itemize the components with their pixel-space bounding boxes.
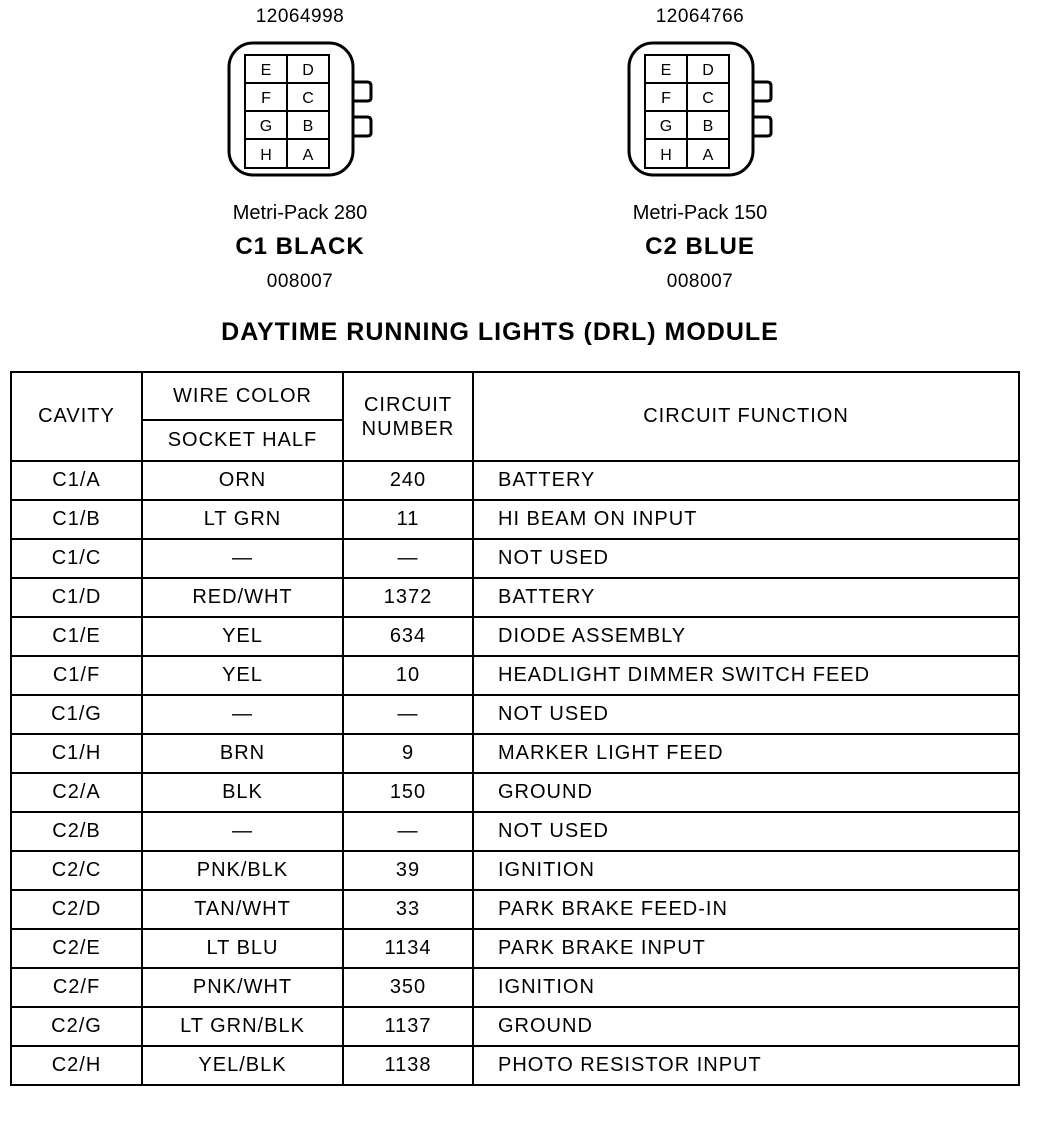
connector-ref: 008007	[266, 271, 334, 292]
table-row	[11, 851, 1019, 890]
cell-circuit-number: 1372	[343, 578, 473, 617]
table-row	[11, 695, 1019, 734]
cell-circuit-function: BATTERY	[473, 461, 1019, 500]
cell-circuit-function: HI BEAM ON INPUT	[473, 500, 1019, 539]
header-circuit-number	[343, 372, 473, 461]
cell-cavity: C2/G	[11, 1007, 142, 1046]
cell-circuit-function: IGNITION	[473, 851, 1019, 890]
pin-label: F	[661, 90, 671, 107]
table-row	[11, 617, 1019, 656]
cell-circuit-function: NOT USED	[473, 539, 1019, 578]
pin-label: B	[702, 118, 714, 135]
cell-cavity: C1/B	[11, 500, 142, 539]
header-wire-color: WIRE COLOR	[142, 372, 343, 420]
pin-label: E	[660, 62, 672, 79]
header-circuit-number-line1: CIRCUIT	[363, 393, 453, 416]
connector-c2-face-icon	[625, 40, 775, 180]
connector-c2	[590, 0, 810, 293]
cell-cavity: C2/D	[11, 890, 142, 929]
table-row	[11, 773, 1019, 812]
table-body	[11, 461, 1019, 1085]
cell-circuit-number: 1138	[343, 1046, 473, 1085]
cell-wire-color: LT GRN	[142, 500, 343, 539]
table-row	[11, 578, 1019, 617]
cell-circuit-number: 1134	[343, 929, 473, 968]
cell-circuit-function: NOT USED	[473, 695, 1019, 734]
cell-wire-color: LT GRN/BLK	[142, 1007, 343, 1046]
cell-circuit-function: HEADLIGHT DIMMER SWITCH FEED	[473, 656, 1019, 695]
pin-label: C	[702, 90, 714, 107]
cell-wire-color: BRN	[142, 734, 343, 773]
cell-circuit-number: 634	[343, 617, 473, 656]
table-row	[11, 461, 1019, 500]
cell-wire-color: —	[142, 695, 343, 734]
cell-wire-color: LT BLU	[142, 929, 343, 968]
cell-wire-color: PNK/BLK	[142, 851, 343, 890]
cell-circuit-number: 11	[343, 500, 473, 539]
cell-circuit-number: 150	[343, 773, 473, 812]
cell-cavity: C2/E	[11, 929, 142, 968]
table-row	[11, 539, 1019, 578]
cell-cavity: C2/F	[11, 968, 142, 1007]
cell-circuit-function: GROUND	[473, 1007, 1019, 1046]
cell-circuit-number: —	[343, 695, 473, 734]
table-row	[11, 812, 1019, 851]
cell-cavity: C1/D	[11, 578, 142, 617]
cell-circuit-function: PARK BRAKE INPUT	[473, 929, 1019, 968]
cell-wire-color: PNK/WHT	[142, 968, 343, 1007]
pin-label: B	[302, 118, 314, 135]
cell-circuit-function: GROUND	[473, 773, 1019, 812]
cell-wire-color: ORN	[142, 461, 343, 500]
cell-wire-color: —	[142, 539, 343, 578]
cell-circuit-number: 39	[343, 851, 473, 890]
cell-circuit-function: BATTERY	[473, 578, 1019, 617]
cell-wire-color: YEL	[142, 656, 343, 695]
cell-circuit-number: —	[343, 812, 473, 851]
connector-part-number: 12064766	[655, 6, 745, 27]
connector-pack: Metri-Pack 150	[632, 202, 768, 224]
cell-circuit-number: 240	[343, 461, 473, 500]
pin-label: F	[261, 90, 271, 107]
cell-cavity: C1/G	[11, 695, 142, 734]
header-circuit-number-line2: NUMBER	[361, 417, 455, 440]
header-cavity: CAVITY	[11, 372, 142, 461]
cell-wire-color: YEL/BLK	[142, 1046, 343, 1085]
cell-wire-color: TAN/WHT	[142, 890, 343, 929]
cell-wire-color: BLK	[142, 773, 343, 812]
connector-c1	[190, 0, 410, 293]
cell-cavity: C1/A	[11, 461, 142, 500]
table-row	[11, 734, 1019, 773]
cell-circuit-function: PARK BRAKE FEED-IN	[473, 890, 1019, 929]
pin-label: G	[259, 118, 273, 135]
connector-part-number: 12064998	[255, 6, 345, 27]
header-socket-half: SOCKET HALF	[142, 420, 343, 461]
connector-ref: 008007	[666, 271, 734, 292]
cell-wire-color: YEL	[142, 617, 343, 656]
pin-label: D	[302, 62, 314, 79]
pin-label: E	[260, 62, 272, 79]
cell-cavity: C2/C	[11, 851, 142, 890]
pin-label: C	[302, 90, 314, 107]
table-row	[11, 656, 1019, 695]
cell-circuit-number: 10	[343, 656, 473, 695]
cell-wire-color: RED/WHT	[142, 578, 343, 617]
cell-circuit-function: IGNITION	[473, 968, 1019, 1007]
pin-label: H	[260, 147, 272, 164]
cell-cavity: C1/E	[11, 617, 142, 656]
pin-label: H	[660, 147, 672, 164]
cell-circuit-number: 33	[343, 890, 473, 929]
cell-cavity: C2/A	[11, 773, 142, 812]
cell-circuit-number: 9	[343, 734, 473, 773]
table-row	[11, 968, 1019, 1007]
connector-pack: Metri-Pack 280	[232, 202, 368, 224]
cell-wire-color: —	[142, 812, 343, 851]
cell-cavity: C2/H	[11, 1046, 142, 1085]
cell-cavity: C1/C	[11, 539, 142, 578]
table-row	[11, 1007, 1019, 1046]
pin-label: D	[702, 62, 714, 79]
table-row	[11, 1046, 1019, 1085]
cell-circuit-number: —	[343, 539, 473, 578]
cell-circuit-function: PHOTO RESISTOR INPUT	[473, 1046, 1019, 1085]
cell-circuit-number: 1137	[343, 1007, 473, 1046]
pin-label: G	[659, 118, 673, 135]
cell-circuit-number: 350	[343, 968, 473, 1007]
pinout-table	[10, 371, 1020, 1086]
table-row	[11, 929, 1019, 968]
connector-c1-face-icon	[225, 40, 375, 180]
module-title: DAYTIME RUNNING LIGHTS (DRL) MODULE	[221, 318, 779, 346]
cell-cavity: C2/B	[11, 812, 142, 851]
cell-cavity: C1/F	[11, 656, 142, 695]
cell-circuit-function: DIODE ASSEMBLY	[473, 617, 1019, 656]
header-circuit-function: CIRCUIT FUNCTION	[473, 372, 1019, 461]
cell-cavity: C1/H	[11, 734, 142, 773]
pin-label: A	[702, 147, 714, 164]
cell-circuit-function: MARKER LIGHT FEED	[473, 734, 1019, 773]
connector-name: C2 BLUE	[645, 233, 755, 260]
cell-circuit-function: NOT USED	[473, 812, 1019, 851]
pin-label: A	[302, 147, 314, 164]
connector-name: C1 BLACK	[235, 233, 365, 260]
table-row	[11, 890, 1019, 929]
table-row	[11, 500, 1019, 539]
